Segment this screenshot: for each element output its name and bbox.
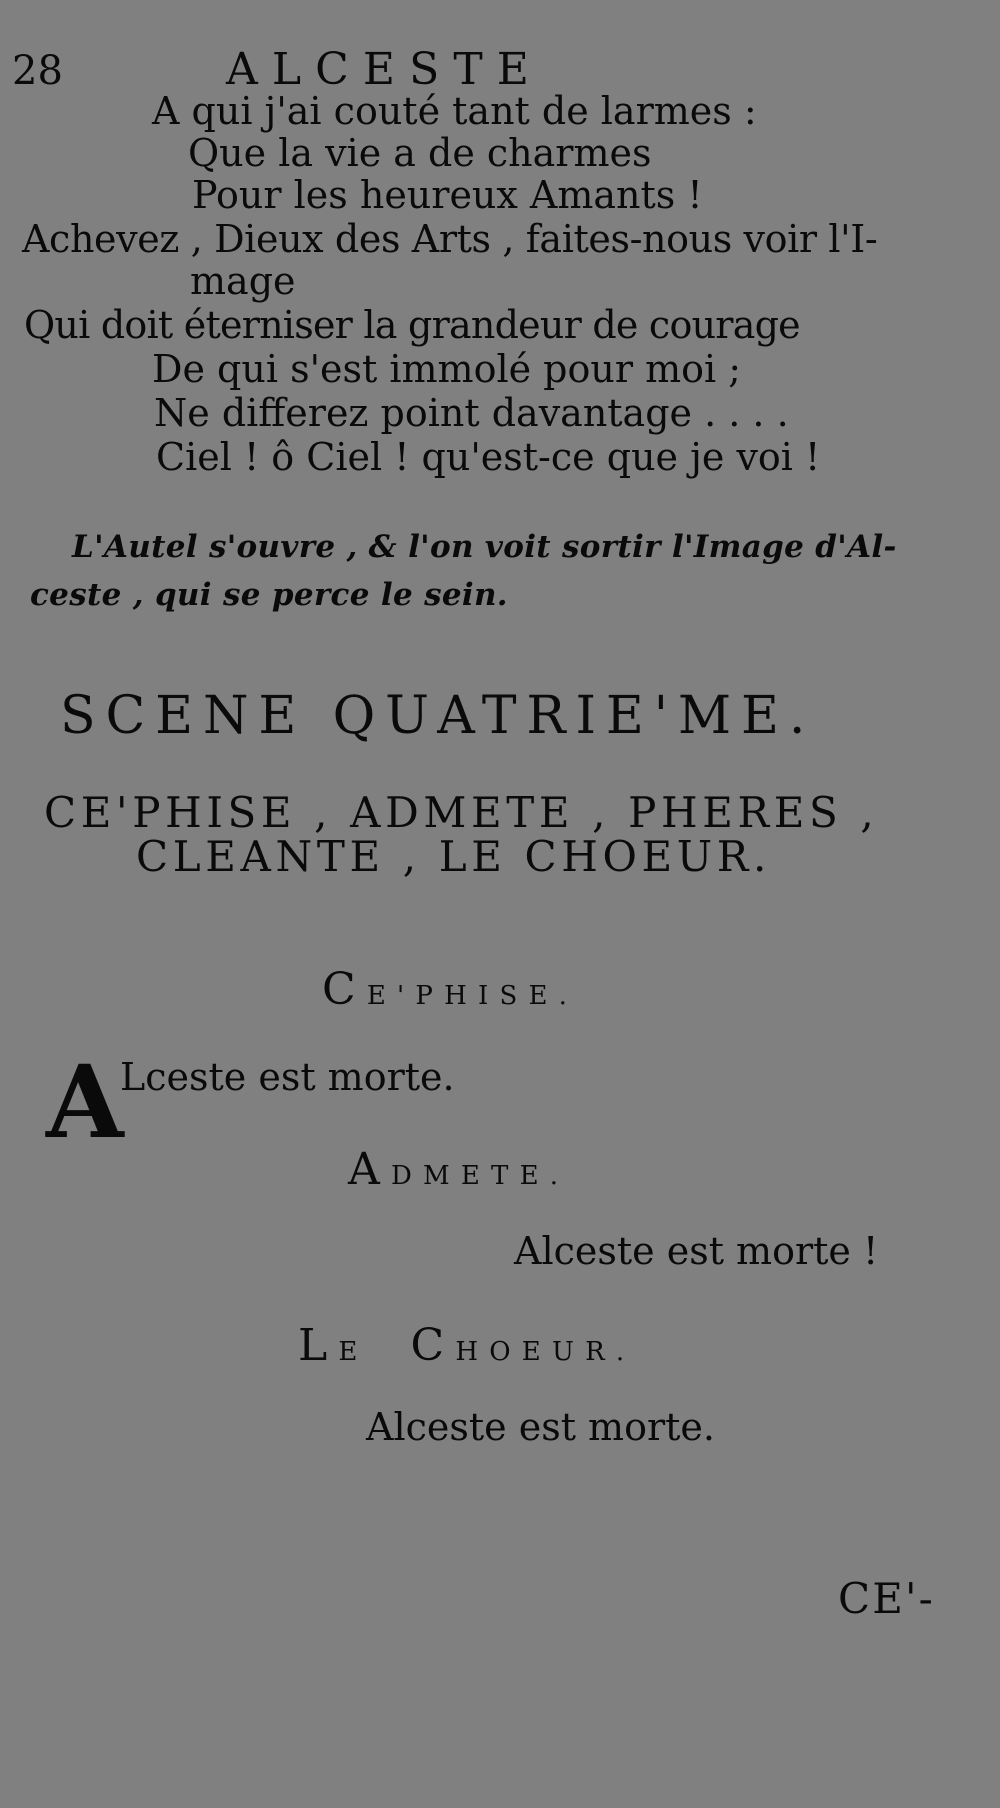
speech-text: Lceste est morte. [120,1055,455,1099]
speaker-rest: E [338,1337,369,1367]
catchword: CE'- [838,1574,935,1623]
verse-line: Ne differez point davantage . . . . [154,391,789,435]
stage-direction-line: ceste , qui se perce le sein. [30,577,508,613]
verse-line: mage [190,259,296,303]
speech-text: Alceste est morte. [366,1405,715,1449]
speaker-initial: C [410,1320,456,1371]
verse-line: Ciel ! ô Ciel ! qu'est-ce que je voi ! [156,435,821,479]
page-number: 28 [12,48,63,94]
speaker-rest: DMETE. [390,1161,570,1191]
speaker-rest: HOEUR. [455,1337,636,1367]
verse-line: Que la vie a de charmes [188,131,652,175]
verse-line: Qui doit éterniser la grandeur de courage [24,303,800,347]
drop-cap: A [46,1043,124,1161]
verse-line: Pour les heureux Amants ! [192,173,703,217]
verse-line: A qui j'ai couté tant de larmes : [152,89,757,133]
speaker-rest: E'PHISE. [366,981,579,1011]
cast-line: CE'PHISE , ADMETE , PHERES , [44,788,879,837]
speaker-initial: A [348,1144,391,1195]
speech-text: Alceste est morte ! [514,1229,879,1273]
verse-line: De qui s'est immolé pour moi ; [152,347,742,391]
speaker-name [298,1320,635,1371]
speaker-initial: C [322,964,367,1015]
speaker-name [322,964,578,1015]
cast-line: CLEANTE , LE CHOEUR. [136,832,772,881]
scene-title: SCENE QUATRIE'ME. [60,686,816,746]
speaker-initial: L [298,1320,339,1371]
speaker-name [348,1144,569,1195]
running-title: ALCESTE [226,44,543,95]
verse-line: Achevez , Dieux des Arts , faites-nous voir l'I- [22,217,878,261]
stage-direction-line: L'Autel s'ouvre , & l'on voit sortir l'Image d'Al- [72,529,897,565]
